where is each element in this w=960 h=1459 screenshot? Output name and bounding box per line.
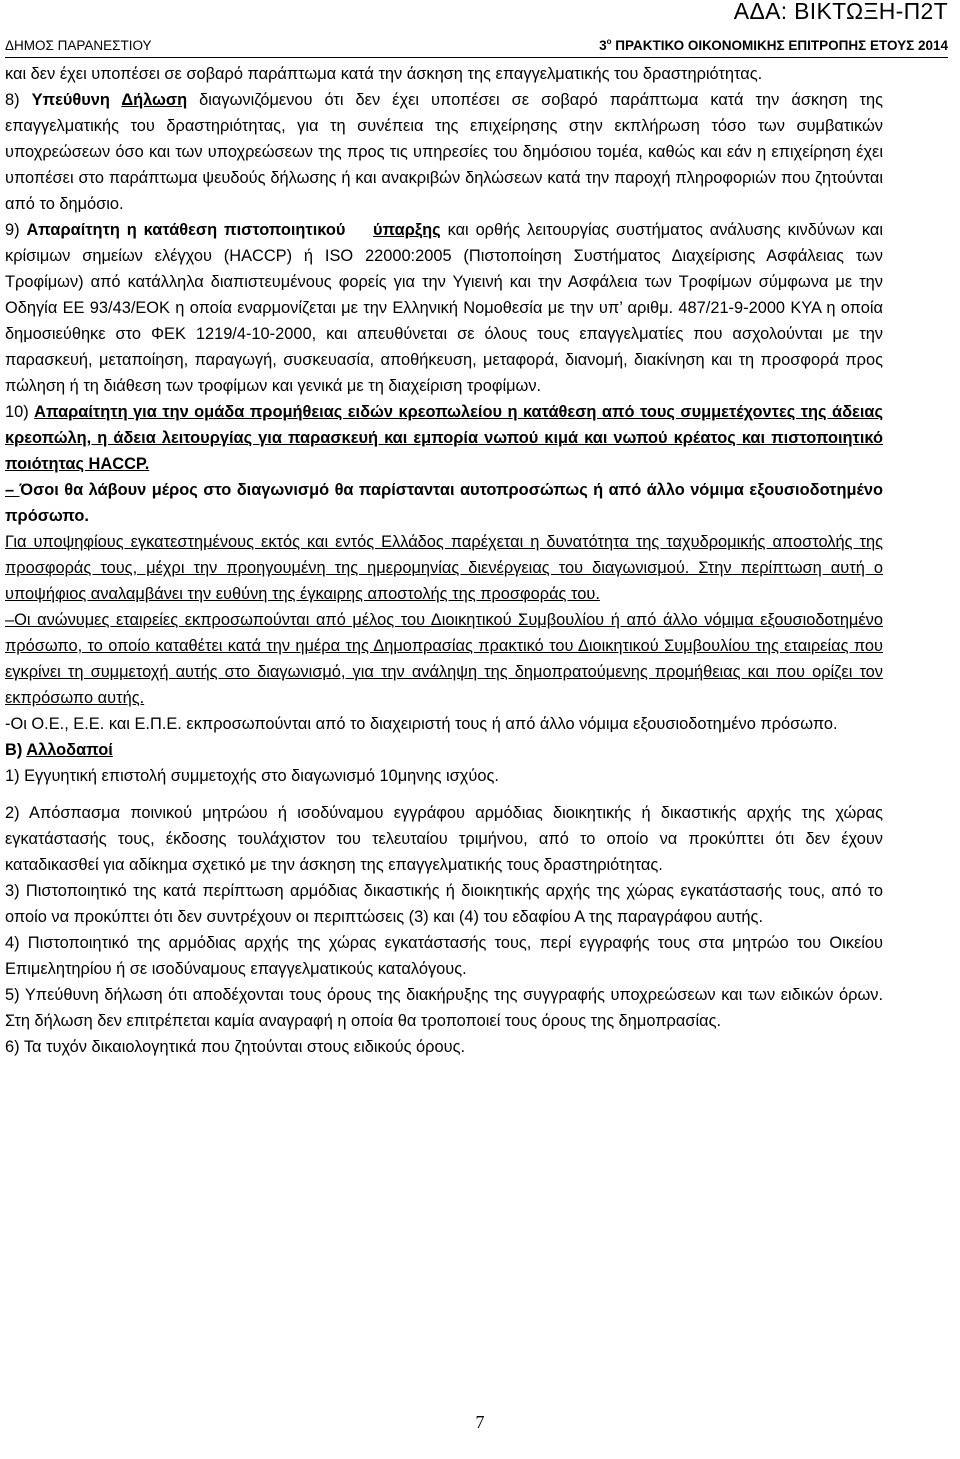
paragraph-9: 9) Απαραίτητη η κατάθεση πιστοποιητικού ύπαρξης και ορθής λειτουργίας συστήματος ανάλυσης κινδύνων και κρίσιμων σημείων ελέγχου (HACCP) ή ISO 22000:2005 (Πιστοποίηση Συστήματος Διαχείρισης Ασφάλειας των Τροφίμων) από κατάλληλα διαπιστευμένους φορείς για την Υγιεινή και την Ασφάλεια των Τροφίμων σύμφωνα με την Οδηγία ΕΕ 93/43/ΕΟΚ η οποία εναρμονίζεται με την Ελληνική Νομοθεσία με την υπ’ αριθμ. 487/21-9-2000 ΚΥΑ η οποία δημοσιεύθηκε στο ΦΕΚ 1219/4-10-2000, και απευθύνεται σε όλους τους επαγγελματίες που ασχολούνται με την παρασκευή, μεταποίηση, παραγωγή, συσκευασία, αποθήκευση, μεταφορά, διανομή, διακίνηση και τη προσφορά προς πώληση ή τη διάθεση των τροφίμων και γενικά με τη διαχείριση τροφίμων.: [5, 221, 883, 395]
foreign-item-4: 4) Πιστοποιητικό της αρμόδιας αρχής της χώρας εγκατάστασής τους, περί εγγραφής τους στα μητρώο του Οικείου Επιμελητηρίου ή σε ισοδύναμους επαγγελματικούς καταλόγους.: [5, 934, 883, 978]
page-header: [5, 38, 948, 58]
page-number: 7: [475, 1412, 485, 1432]
oe-representation-note: -Οι Ο.Ε., Ε.Ε. και Ε.Π.Ε. εκπροσωπούνται από το διαχειριστή τους ή από άλλο νόμιμα εξουσιοδοτημένο πρόσωπο.: [5, 715, 838, 733]
paragraph-continuation: και δεν έχει υποπέσει σε σοβαρό παράπτωμα κατά την άσκηση της επαγγελματικής του δραστηριότητας.: [5, 65, 763, 83]
document-body: [5, 61, 883, 1060]
foreign-item-5: 5) Υπεύθυνη δήλωση ότι αποδέχονται τους όρους της διακήρυξης της συγγραφής υποχρεώσεων και των ειδικών όρων. Στη δήλωση δεν επιτρέπεται καμία αναγραφή η οποία θα τροποποιεί τους όρους της δημοπρασίας.: [5, 986, 883, 1030]
foreign-heading: Β) Αλλοδαποί: [5, 741, 113, 759]
foreign-item-3: 3) Πιστοποιητικό της κατά περίπτωση αρμόδιας δικαστικής ή διοικητικής αρχής της χώρας εγκατάστασής τους, από το οποίο να προκύπτει ότι δεν συντρέχουν οι περιπτώσεις (3) και (4) του εδαφίου Α της παραγράφου αυτής.: [5, 882, 883, 926]
paragraph-10: 10) Απαραίτητη για την ομάδα προμήθειας ειδών κρεοπωλείου η κατάθεση από τους συμμετέχοντες της άδειας κρεοπώλη, η άδεια λειτουργίας για παρασκευή και εμπορία νωπού κιμά και νωπού κρέατος και πιστοποιητικό ποιότητας HACCP.: [5, 403, 883, 473]
sa-representation-note: –Οι ανώνυμες εταιρείες εκπροσωπούνται από μέλος του Διοικητικού Συμβουλίου ή από άλλο νόμιμα εξουσιοδοτημένο πρόσωπο, το οποίο καταθέτει κατά την ημέρα της Δημοπρασίας πρακτικό του Διοικητικού Συμβουλίου της εταιρείας που εγκρίνει τη συμμετοχή αυτής στο διαγωνισμό, για την ανάληψη της δημοπρατούμενης προμήθειας και που ορίζει τον εκπρόσωπο αυτής.: [5, 611, 883, 707]
document-id: ΑΔΑ: ΒΙΚΤΩΞΗ-Π2Τ: [733, 0, 948, 24]
foreign-item-6: 6) Τα τυχόν δικαιολογητικά που ζητούνται στους ειδικούς όρους.: [5, 1038, 466, 1056]
postal-submission-note: Για υποψηφίους εγκατεστημένους εκτός και εντός Ελλάδος παρέχεται η δυνατότητα της ταχυδρομικής αποστολής της προσφοράς τους, μέχρι την προηγουμένη της ημερομηνίας διενέργειας του διαγωνισμού. Στην περίπτωση αυτή ο υποψήφιος αναλαμβάνει την ευθύνη της έγκαιρης αποστολής της προσφοράς του.: [5, 533, 883, 603]
minutes-title: $3^o$ ΠΡΑΚΤΙΚΟ ΟΙΚΟΝΟΜΙΚΗΣ ΕΠΙΤΡΟΠΗΣ ΕΤΟΥΣ 2014: [599, 37, 948, 53]
municipality-name: ΔΗΜΟΣ ΠΑΡΑΝΕΣΤΙΟΥ: [5, 38, 152, 53]
representation-note: – Όσοι θα λάβουν μέρος στο διαγωνισμό θα παρίστανται αυτοπροσώπως ή από άλλο νόμιμα εξουσιοδοτημένο πρόσωπο.: [5, 481, 884, 525]
foreign-item-1: 1) Εγγυητική επιστολή συμμετοχής στο διαγωνισμό 10μηνης ισχύος.: [5, 767, 499, 785]
paragraph-8: 8) Υπεύθυνη Δήλωση διαγωνιζόμενου ότι δεν έχει υποπέσει σε σοβαρό παράπτωμα κατά την άσκηση της επαγγελματικής του δραστηριότητας, για τη συνέπεια της επιχείρησης στην εκπλήρωση τόσο των συμβατικών υποχρεώσεων όσο και των υποχρεώσεων της προς τις υπηρεσίες του δημόσιου τομέα, καθώς και εάν η επιχείρηση έχει υποπέσει στο παράπτωμα ψευδούς δήλωσης ή και ανακριβών δηλώσεων κατά την παροχή πληροφοριών που ζητούνται από το δημόσιο.: [5, 91, 883, 213]
foreign-item-2: 2) Απόσπασμα ποινικού μητρώου ή ισοδύναμου εγγράφου αρμόδιας διοικητικής ή δικαστικής αρχής της χώρας εγκατάστασής τους, έκδοσης τουλάχιστον του τελευταίου τριμήνου, από το οποίο να προκύπτει ότι δεν έχουν καταδικασθεί για αδίκημα σχετικό με την άσκηση της επαγγελματικής τους δραστηριότητας.: [5, 804, 883, 874]
